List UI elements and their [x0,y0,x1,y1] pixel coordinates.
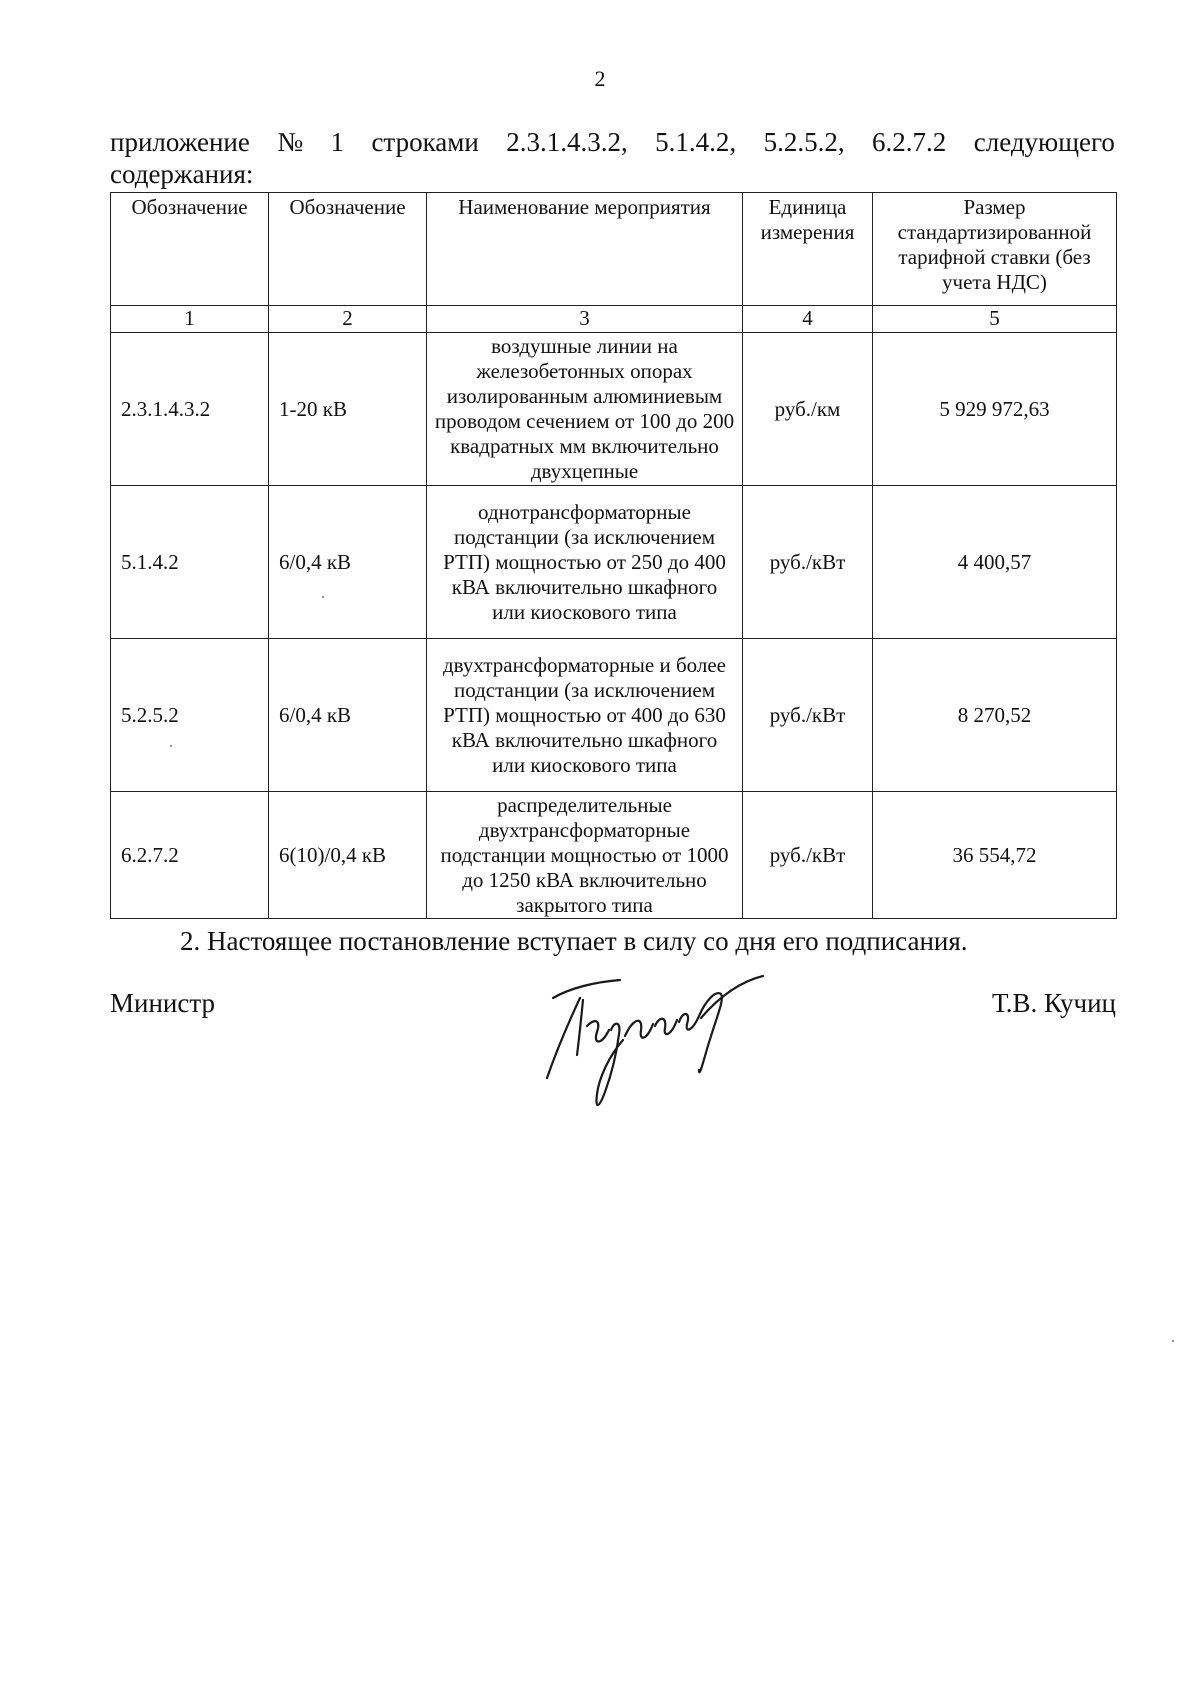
header-description: Наименование мероприятия [427,193,743,306]
intro-word: 5.2.5.2, [763,127,845,157]
scan-speck [322,596,324,598]
clause-2: 2. Настоящее постановление вступает в силу со дня его подписания. [180,926,968,956]
intro-word: 5.1.4.2, [655,127,737,157]
intro-line-2: содержания: [110,159,254,189]
row-description: двухтрансформаторные и более подстанции (за исключением РТП) мощностью от 400 до 630 кВА включительно шкафного или киоскового типа [427,639,743,792]
table-header-row [111,193,1117,306]
table-row [111,639,1117,792]
table-row [111,792,1117,919]
row-voltage: 1-20 кВ [269,333,427,486]
row-code: 5.1.4.2 [111,486,269,639]
intro-line-1 [110,126,1115,158]
row-unit: руб./кВт [743,639,873,792]
minister-name: Т.В. Кучиц [991,988,1116,1018]
header-unit: Единица измерения [743,193,873,306]
row-unit: руб./кВт [743,486,873,639]
header-voltage: Обозначение [269,193,427,306]
row-voltage: 6/0,4 кВ [269,486,427,639]
intro-word: приложение [110,127,250,157]
intro-word: 1 [330,127,345,157]
handwritten-signature [525,960,785,1120]
minister-title: Министр [110,988,215,1018]
scan-speck [170,745,172,747]
scan-speck [1172,1340,1174,1342]
column-number: 1 [111,306,269,333]
row-unit: руб./кВт [743,792,873,919]
row-rate: 8 270,52 [873,639,1117,792]
row-rate: 4 400,57 [873,486,1117,639]
intro-paragraph [110,126,1115,190]
intro-word: следующего [973,127,1115,157]
row-description: воздушные линии на железобетонных опорах изолированным алюминиевым проводом сечением от 100 до 200 квадратных мм включительно двухцепные [427,333,743,486]
intro-word: № [277,127,304,157]
row-rate: 36 554,72 [873,792,1117,919]
intro-word: строками [371,127,479,157]
column-numbers-row [111,306,1117,333]
header-rate: Размер стандартизированной тарифной ставки (без учета НДС) [873,193,1117,306]
table-row [111,486,1117,639]
row-description: однотрансформаторные подстанции (за исключением РТП) мощностью от 250 до 400 кВА включительно шкафного или киоскового типа [427,486,743,639]
page-number: 2 [594,66,606,91]
intro-word: 6.2.7.2 [872,127,947,157]
intro-word: 2.3.1.4.3.2, [506,127,628,157]
row-code: 6.2.7.2 [111,792,269,919]
row-description: распределительные двухтрансформаторные подстанции мощностью от 1000 до 1250 кВА включительно закрытого типа [427,792,743,919]
column-number: 4 [743,306,873,333]
table-row [111,333,1117,486]
row-rate: 5 929 972,63 [873,333,1117,486]
row-voltage: 6/0,4 кВ [269,639,427,792]
row-unit: руб./км [743,333,873,486]
header-code: Обозначение [111,193,269,306]
column-number: 5 [873,306,1117,333]
row-voltage: 6(10)/0,4 кВ [269,792,427,919]
row-code: 5.2.5.2 [111,639,269,792]
row-code: 2.3.1.4.3.2 [111,333,269,486]
column-number: 2 [269,306,427,333]
tariff-table [110,192,1117,919]
column-number: 3 [427,306,743,333]
